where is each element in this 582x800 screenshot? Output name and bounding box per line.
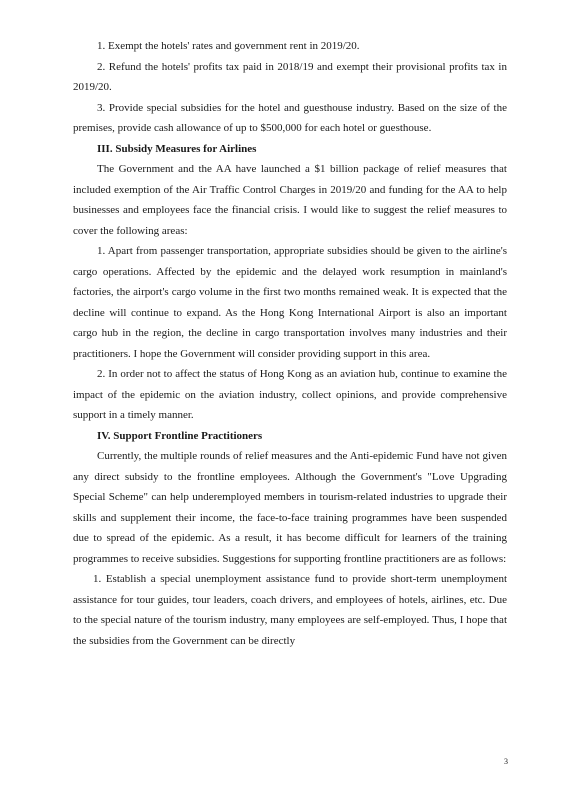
hotel-measure-1: 1. Exempt the hotels' rates and government rent in 2019/20. (97, 40, 360, 52)
frontline-measure-1: 1. Establish a special unemployment assistance fund to provide short-term unemployment assistance for tour guides, tour leaders, coach drivers, and employees of hotels, airlines, etc. Due to the special nature of the tourism industry, many employees are self-employed. Thus, I hope that the subsidies from the Government can be directly (73, 573, 507, 647)
page-number: 3 (504, 757, 508, 766)
section-heading-frontline: IV. Support Frontline Practitioners (97, 429, 263, 442)
airline-measure-1: 1. Apart from passenger transportation, appropriate subsidies should be given to the airline's cargo operations. Affected by the epidemic and the delayed work resumption in mainland's factories, the airport's cargo volume in the first two months remained weak. It is expected that the decline will continue to expand. As the Hong Kong International Airport is also an important cargo hub in the region, the decline in cargo transportation involves many industries and their practitioners. I hope the Government will consider providing support in this area. (73, 245, 507, 360)
airlines-intro-paragraph: The Government and the AA have launched a $1 billion package of relief measures that included exemption of the Air Traffic Control Charges in 2019/20 and funding for the AA to help businesses and employees face the financial crisis. I would like to suggest the relief measures to cover the following areas: (73, 163, 507, 237)
document-body (73, 36, 507, 651)
airline-measure-2: 2. In order not to affect the status of Hong Kong as an aviation hub, continue to examine the impact of the epidemic on the aviation industry, collect opinions, and provide comprehensive support in a timely manner. (73, 368, 507, 421)
frontline-intro-paragraph: Currently, the multiple rounds of relief measures and the Anti-epidemic Fund have not given any direct subsidy to the frontline employees. Although the Government's "Love Upgrading Special Scheme" can help underemployed members in tourism-related industries to upgrade their skills and supplement their income, the face-to-face training programmes have been suspended due to spread of the epidemic. As a result, it has become difficult for learners of the training programmes to receive subsidies. Suggestions for supporting frontline practitioners are as follows: (73, 450, 507, 565)
hotel-measure-3: 3. Provide special subsidies for the hotel and guesthouse industry. Based on the size of the premises, provide cash allowance of up to $500,000 for each hotel or guesthouse. (73, 101, 507, 134)
hotel-measure-2: 2. Refund the hotels' profits tax paid in 2018/19 and exempt their provisional profits tax in 2019/20. (73, 60, 507, 93)
section-heading-airlines: III. Subsidy Measures for Airlines (97, 142, 257, 155)
